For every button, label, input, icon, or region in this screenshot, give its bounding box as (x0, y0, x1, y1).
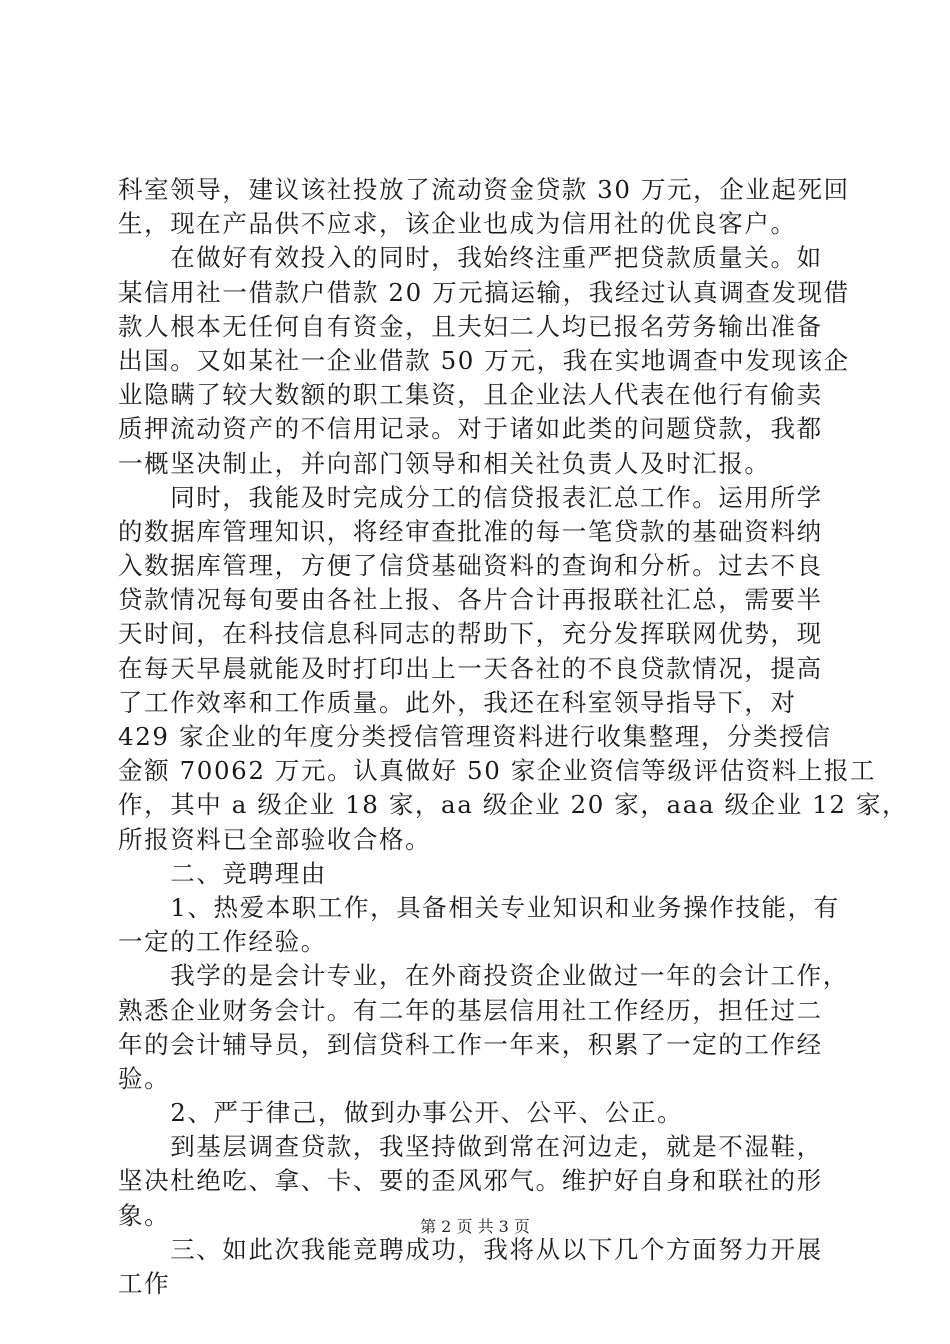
text-line: 入数据库管理，方便了信贷基础资料的查询和分析。过去不良 (118, 551, 823, 581)
text-line: 作，其中 a 级企业 18 家，aa 级企业 20 家，aaa 级企业 12 家， (118, 790, 909, 820)
section-heading: 三、如此次我能竞聘成功，我将从以下几个方面努力开展 (118, 1234, 823, 1264)
text-line: 到基层调查贷款，我坚持做到常在河边走，就是不湿鞋， (118, 1132, 823, 1162)
text-line: 贷款情况每旬要由各社上报、各片合计再报联社汇总，需要半 (118, 585, 823, 615)
text-line: 一定的工作经验。 (118, 927, 327, 957)
section-heading: 二、竞聘理由 (118, 858, 327, 888)
document-body (118, 173, 909, 1301)
text-line: 某信用社一借款户借款 20 万元搞运输，我经过认真调查发现借 (118, 277, 850, 307)
text-line: 出国。又如某社一企业借款 50 万元，我在实地调查中发现该企 (118, 345, 850, 375)
text-line: 一概坚决制止，并向部门领导和相关社负责人及时汇报。 (118, 448, 771, 478)
text-line: 1、热爱本职工作，具备相关专业知识和业务操作技能，有 (118, 892, 840, 922)
page-footer: 第 2 页 共 3 页 (420, 1217, 530, 1236)
text-line: 的数据库管理知识，将经审查批准的每一笔贷款的基础资料纳 (118, 516, 823, 546)
text-line: 款人根本无任何自有资金，且夫妇二人均已报名劳务输出准备 (118, 311, 823, 341)
text-line: 同时，我能及时完成分工的信贷报表汇总工作。运用所学 (118, 482, 823, 512)
text-line: 验。 (118, 1063, 171, 1093)
text-line: 我学的是会计专业，在外商投资企业做过一年的会计工作， (118, 961, 849, 991)
text-line: 工作 (118, 1269, 171, 1298)
text-line: 金额 70062 万元。认真做好 50 家企业资信等级评估资料上报工 (118, 756, 877, 786)
text-line: 象。 (118, 1200, 171, 1230)
text-line: 429 家企业的年度分类授信管理资料进行收集整理，分类授信 (118, 722, 832, 751)
text-line: 业隐瞒了较大数额的职工集资，且企业法人代表在他行有偷卖 (118, 380, 823, 410)
text-line: 了工作效率和工作质量。此外，我还在科室领导指导下，对 (118, 687, 797, 717)
text-line: 在做好有效投入的同时，我始终注重严把贷款质量关。如 (118, 243, 823, 273)
text-line: 质押流动资产的不信用记录。对于诸如此类的问题贷款，我都 (118, 414, 823, 444)
text-line: 2、严于律己，做到办事公开、公平、公正。 (118, 1098, 684, 1128)
text-line: 年的会计辅导员，到信贷科工作一年来，积累了一定的工作经 (118, 1029, 823, 1059)
text-line: 在每天早晨就能及时打印出上一天各社的不良贷款情况，提高 (118, 653, 823, 683)
text-line: 生，现在产品供不应求，该企业也成为信用社的优良客户。 (118, 209, 797, 239)
text-line: 熟悉企业财务会计。有二年的基层信用社工作经历，担任过二 (118, 995, 823, 1025)
text-line: 科室领导，建议该社投放了流动资金贷款 30 万元，企业起死回 (118, 175, 850, 204)
text-line: 所报资料已全部验收合格。 (118, 824, 432, 854)
text-line: 天时间，在科技信息科同志的帮助下，充分发挥联网优势，现 (118, 619, 823, 649)
text-line: 坚决杜绝吃、拿、卡、要的歪风邪气。维护好自身和联社的形 (118, 1166, 823, 1196)
